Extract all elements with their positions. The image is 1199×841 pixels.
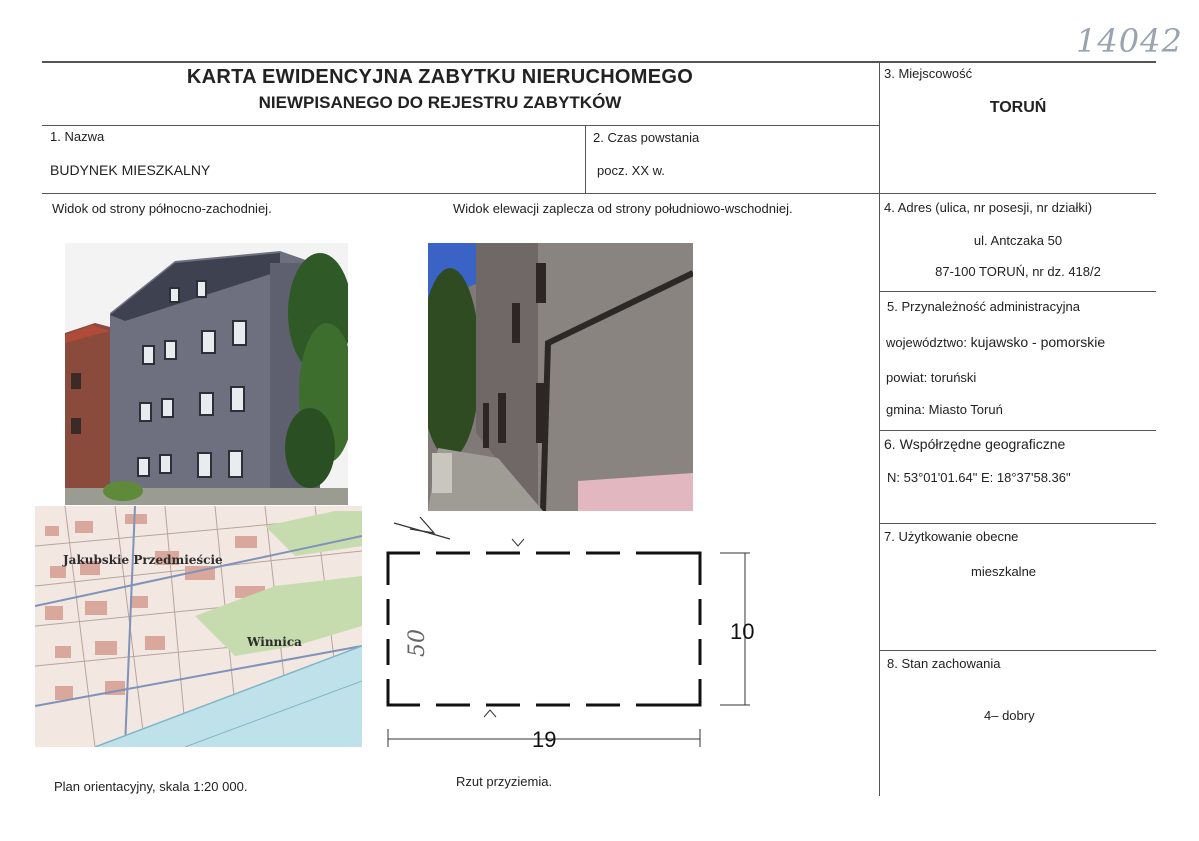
coords-bottom-line xyxy=(879,523,1156,524)
admin-bottom-line xyxy=(879,430,1156,431)
floor-plan-width-label: 19 xyxy=(532,727,557,752)
locality-field-label: 3. Miejscowość xyxy=(884,66,973,81)
time-field-value: pocz. XX w. xyxy=(597,163,665,178)
voivodeship-prefix: województwo: xyxy=(886,335,967,350)
handwritten-archive-number: 14042 xyxy=(1076,22,1183,60)
commune-line: gmina: Miasto Toruń xyxy=(886,402,1003,417)
address-line-1: ul. Antczaka 50 xyxy=(973,233,1063,248)
top-border-line xyxy=(42,61,1156,63)
header-bottom-line xyxy=(42,125,880,126)
coords-field-value: N: 53°01'01.64" E: 18°37'58.36" xyxy=(887,470,1071,485)
map-label-jakubskie: Jakubskie Przedmieście xyxy=(63,553,223,567)
county-line: powiat: toruński xyxy=(886,370,977,385)
building-photo-northwest xyxy=(65,243,348,505)
floor-plan-caption: Rzut przyziemia. xyxy=(456,774,553,789)
building-photo-northwest-image xyxy=(65,243,348,505)
orientation-map xyxy=(35,506,362,747)
condition-field-label: 8. Stan zachowania xyxy=(887,656,1001,671)
orientation-map-image xyxy=(35,506,362,747)
coords-field-label: 6. Współrzędne geograficzne xyxy=(884,436,1066,452)
address-line-2: 87-100 TORUŃ, nr dz. 418/2 xyxy=(935,264,1101,279)
north-arrow-icon xyxy=(394,517,450,539)
usage-field-label: 7. Użytkowanie obecne xyxy=(884,529,1019,544)
usage-bottom-line xyxy=(879,650,1156,651)
floor-plan-street-number: 50 xyxy=(405,629,430,657)
name-section-bottom-line xyxy=(42,193,1156,194)
floor-plan-drawing xyxy=(380,515,780,755)
building-photo-rear-elevation xyxy=(428,243,693,511)
building-photo-rear-elevation-image xyxy=(428,243,693,511)
voivodeship-line xyxy=(886,334,1105,350)
floor-plan-height-label: 10 xyxy=(730,619,755,644)
entrance-mark-top-icon xyxy=(512,539,524,546)
photo-1-caption: Widok od strony północno-zachodniej. xyxy=(52,201,272,216)
name-time-divider xyxy=(585,125,586,193)
card-title: KARTA EWIDENCYJNA ZABYTKU NIERUCHOMEGO xyxy=(186,66,694,88)
plan-caption: Plan orientacyjny, skala 1:20 000. xyxy=(54,779,248,794)
address-field-label: 4. Adres (ulica, nr posesji, nr działki) xyxy=(884,200,1093,215)
photo-2-caption: Widok elewacji zaplecza od strony południowo-wschodniej. xyxy=(453,201,793,216)
condition-field-value: 4– dobry xyxy=(984,708,1035,723)
time-field-label: 2. Czas powstania xyxy=(593,130,700,145)
right-column-divider xyxy=(879,61,880,796)
entrance-mark-bottom-icon xyxy=(484,710,496,717)
address-bottom-line xyxy=(879,291,1156,292)
admin-field-label: 5. Przynależność administracyjna xyxy=(887,299,1080,314)
voivodeship-value: kujawsko - pomorskie xyxy=(970,334,1106,350)
floor-plan xyxy=(380,515,780,755)
map-label-winnica: Winnica xyxy=(247,635,302,649)
locality-field-value: TORUŃ xyxy=(989,99,1047,116)
name-field-label: 1. Nazwa xyxy=(50,129,105,144)
card-subtitle: NIEWPISANEGO DO REJESTRU ZABYTKÓW xyxy=(258,93,622,112)
name-field-value: BUDYNEK MIESZKALNY xyxy=(50,162,211,178)
usage-field-value: mieszkalne xyxy=(971,564,1037,579)
